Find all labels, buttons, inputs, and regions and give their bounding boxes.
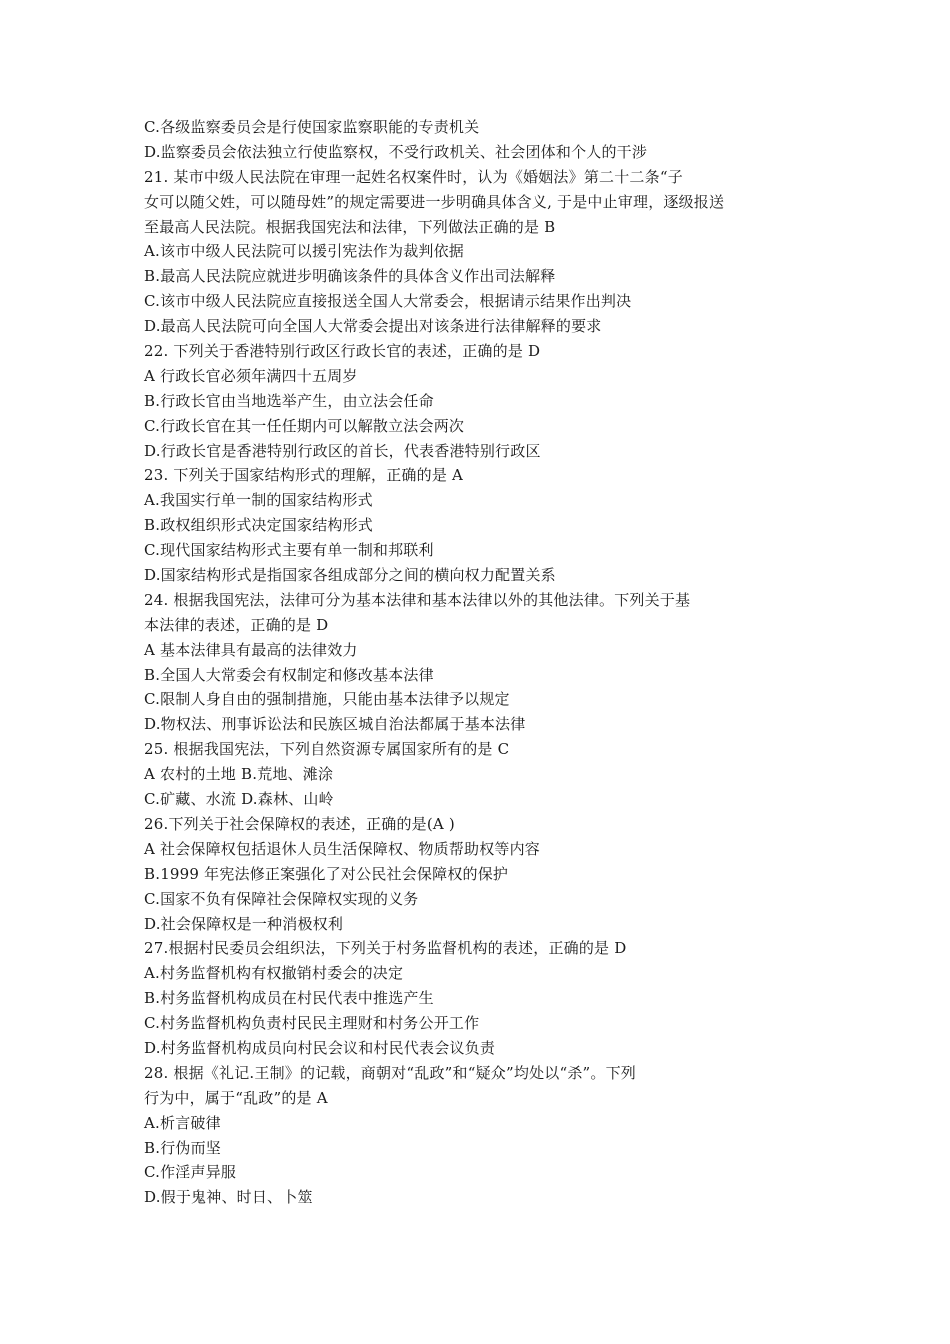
text-line: D.假于鬼神、时日、卜筮 [144, 1188, 313, 1207]
text-line: 行为中，属于“乱政”的是 A [144, 1088, 328, 1107]
text-line: A 社会保障权包括退休人员生活保障权、物质帮助权等内容 [144, 839, 541, 858]
text-line: 本法律的表述，正确的是 D [144, 615, 329, 634]
text-line: B.1999 年宪法修正案强化了对公民社会保障权的保护 [144, 864, 509, 883]
text-line: 28. 根据《礼记.王制》的记载，商朝对“乱政”和“疑众”均处以“杀”。下列 [144, 1063, 637, 1082]
text-line: C.该市中级人民法院应直接报送全国人大常委会，根据请示结果作出判决 [144, 292, 632, 311]
text-line: C.行政长官在其一任任期内可以解散立法会两次 [144, 416, 465, 435]
text-line: B.最高人民法院应就进步明确该条件的具体含义作出司法解释 [144, 267, 556, 286]
text-line: C.限制人身自由的强制措施，只能由基本法律予以规定 [144, 690, 510, 709]
text-line: D.社会保障权是一种消极权利 [144, 914, 344, 933]
text-line: B.全国人大常委会有权制定和修改基本法律 [144, 665, 434, 684]
text-line: B.政权组织形式决定国家结构形式 [144, 516, 373, 535]
text-line: A 行政长官必须年满四十五周岁 [144, 366, 358, 385]
text-line: D.物权法、刑事诉讼法和民族区城自治法都属于基本法律 [144, 715, 526, 734]
text-line: 24. 根据我国宪法，法律可分为基本法律和基本法律以外的其他法律。下列关于基 [144, 590, 691, 609]
text-line: 至最高人民法院。根据我国宪法和法律，下列做法正确的是 B [144, 217, 556, 236]
text-line: C.作淫声异服 [144, 1163, 237, 1182]
text-line: 25. 根据我国宪法，下列自然资源专属国家所有的是 C [144, 740, 510, 759]
text-line: D.监察委员会依法独立行使监察权，不受行政机关、社会团体和个人的干涉 [144, 142, 648, 161]
text-line: D.最高人民法院可向全国人大常委会提出对该条进行法律解释的要求 [144, 317, 602, 336]
text-line: B.村务监督机构成员在村民代表中推选产生 [144, 989, 434, 1008]
text-line: 女可以随父姓，可以随母姓”的规定需要进一步明确具体含义, 于是中止审理，逐级报送 [144, 192, 725, 211]
text-line: D.行政长官是香港特别行政区的首长，代表香港特别行政区 [144, 441, 541, 460]
text-line: A.该市中级人民法院可以援引宪法作为裁判依据 [144, 242, 465, 261]
text-line: B.行政长官由当地选举产生，由立法会任命 [144, 391, 434, 410]
text-line: 22. 下列关于香港特别行政区行政长官的表述，正确的是 D [144, 342, 541, 361]
text-line: 27.根据村民委员会组织法，下列关于村务监督机构的表述，正确的是 D [144, 939, 627, 958]
text-line: A.我国实行单一制的国家结构形式 [144, 491, 373, 510]
text-line: C.现代国家结构形式主要有单一制和邦联利 [144, 541, 434, 560]
text-line: C.国家不负有保障社会保障权实现的义务 [144, 889, 419, 908]
text-line: 23. 下列关于国家结构形式的理解，正确的是 A [144, 466, 464, 485]
document-body [144, 115, 824, 1210]
text-line: A 基本法律具有最高的法律效力 [144, 640, 358, 659]
text-line: 21. 某市中级人民法院在审理一起姓名权案件时，认为《婚姻法》第二十二条“子 [144, 167, 683, 186]
text-line: A.析言破律 [144, 1113, 221, 1132]
text-line: B.行伪而坚 [144, 1138, 221, 1157]
text-line: A 农村的土地 B.荒地、滩涂 [144, 765, 334, 784]
text-line: D.国家结构形式是指国家各组成部分之间的横向权力配置关系 [144, 566, 556, 585]
text-line: C.各级监察委员会是行使国家监察职能的专责机关 [144, 118, 480, 136]
text-line: 26.下列关于社会保障权的表述，正确的是(A ) [144, 814, 455, 833]
text-line: C.村务监督机构负责村民民主理财和村务公开工作 [144, 1014, 480, 1033]
text-line: C.矿藏、水流 D.森林、山岭 [144, 790, 334, 809]
text-line: D.村务监督机构成员向村民会议和村民代表会议负责 [144, 1038, 496, 1057]
text-line: A.村务监督机构有权撤销村委会的决定 [144, 964, 404, 983]
